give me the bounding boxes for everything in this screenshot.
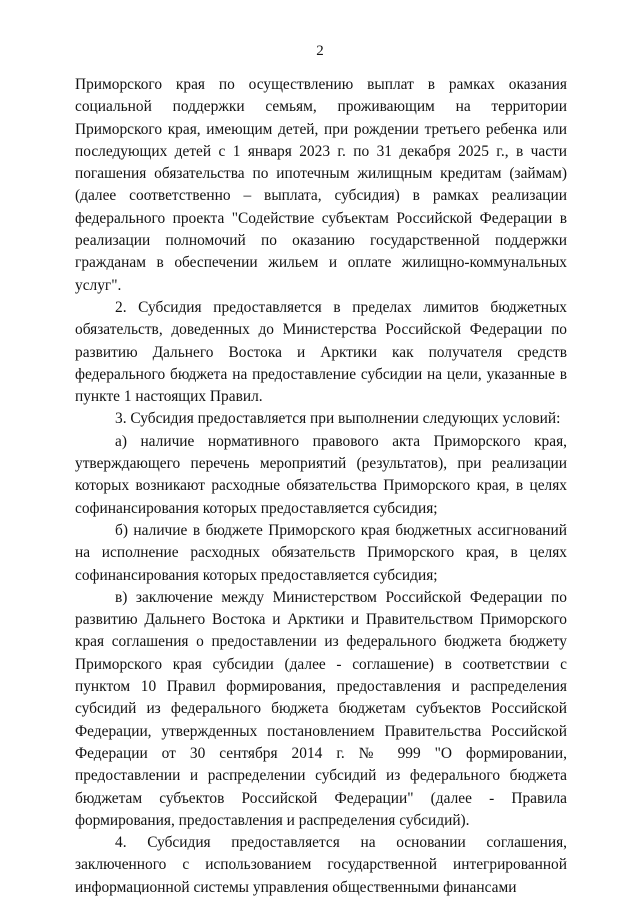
paragraph-intro-continuation: Приморского края по осуществлению выплат в рамках оказания социальной поддержки семьям, проживающим на территории Приморского края, имеющим детей, при рождении третьего ребенка или последующих детей с 1 января 2023 г. по 31 декабря 2025 г., в части погашения обязательства по ипотечным жилищным кредитам (займам) (далее соответственно – выплата, субсидия) в рамках реализации федерального проекта "Содействие субъектам Российской Федерации в реализации полномочий по оказанию государственной поддержки гражданам в обеспечении жильем и оплате жилищно-коммунальных услуг". bbox=[75, 76, 567, 294]
paragraph-item-3: 3. Субсидия предоставляется при выполнении следующих условий: bbox=[115, 410, 561, 428]
page-number: 2 bbox=[316, 43, 324, 59]
paragraph-item-4: 4. Субсидия предоставляется на основании соглашения, заключенного с использованием государственной интегрированной информационной системы управления общественными финансами bbox=[75, 834, 567, 896]
paragraph-item-3v: в) заключение между Министерством Российской Федерации по развитию Дальнего Востока и Арктики и Правительством Приморского края соглашения о предоставлении из федерального бюджета бюджету Приморского края субсидии (далее - соглашение) в соответствии с пунктом 10 Правил формирования, предоставления и распределения субсидий из федерального бюджета бюджетам субъектов Российской Федерации, утвержденных постановлением Правительства Российской Федерации от 30 сентября 2014 г. № 999 "О формировании, предоставлении и распределении субсидий из федерального бюджета бюджетам субъектов Российской Федерации" (далее - Правила формирования, предоставления и распределения субсидий). bbox=[75, 588, 567, 829]
document-body bbox=[75, 74, 567, 899]
paragraph-item-2: 2. Субсидия предоставляется в пределах лимитов бюджетных обязательств, доведенных до Министерства Российской Федерации по развитию Дальнего Востока и Арктики как получателя средств федерального бюджета на предоставление субсидии на цели, указанные в пункте 1 настоящих Правил. bbox=[75, 298, 567, 406]
paragraph-item-3a: а) наличие нормативного правового акта Приморского края, утверждающего перечень мероприятий (результатов), при реализации которых возникают расходные обязательства Приморского края, в целях софинансирования которых предоставляется субсидия; bbox=[75, 432, 567, 517]
paragraph-item-3b: б) наличие в бюджете Приморского края бюджетных ассигнований на исполнение расходных обязательств Приморского края, в целях софинансирования которых предоставляется субсидия; bbox=[75, 521, 567, 584]
